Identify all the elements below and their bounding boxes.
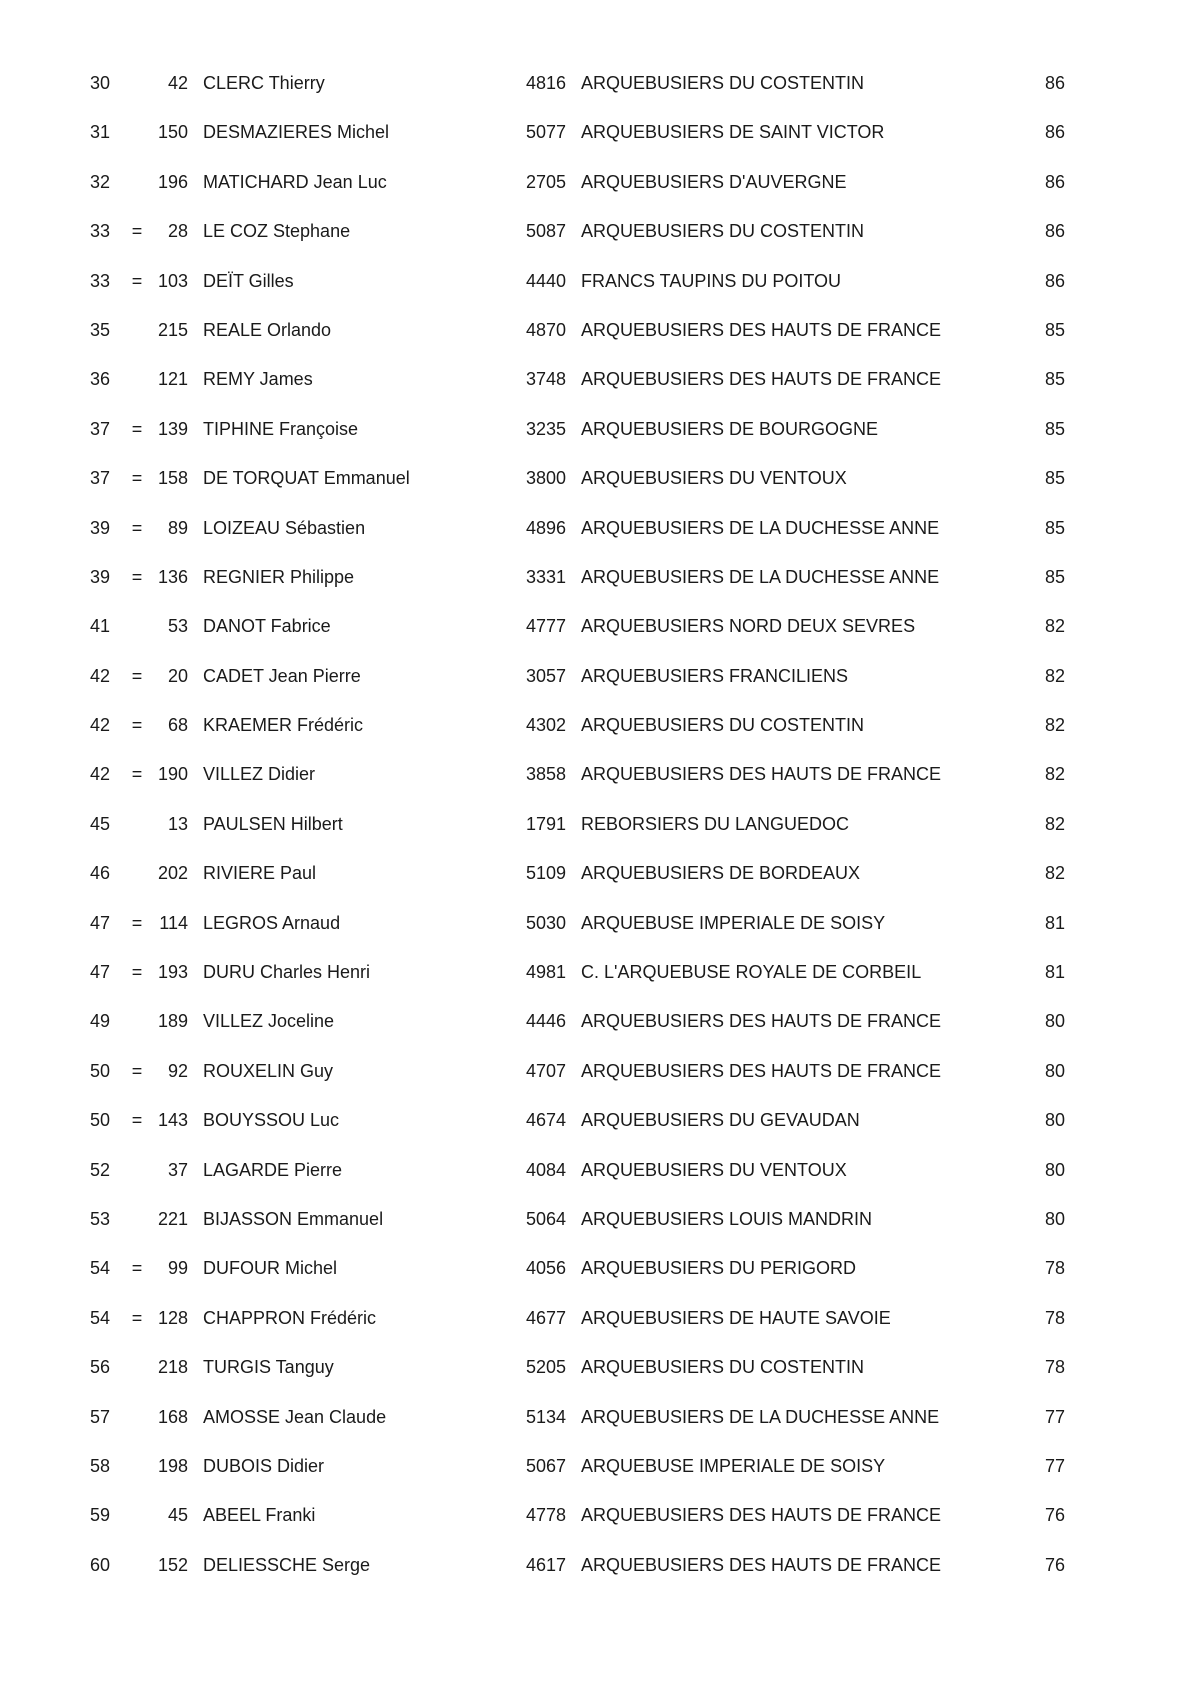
shooter-name: TIPHINE Françoise — [203, 418, 359, 439]
table-row — [0, 652, 1190, 701]
shooter-name: CHAPPRON Frédéric — [203, 1307, 377, 1328]
club-name: ARQUEBUSIERS DES HAUTS DE FRANCE — [581, 1554, 942, 1575]
shooter-name: DANOT Fabrice — [203, 616, 331, 637]
table-row — [0, 405, 1190, 454]
rank-cell: 31 — [89, 122, 110, 143]
license-number: 4440 — [525, 270, 566, 291]
bib-number: 190 — [157, 764, 188, 785]
license-number: 3748 — [525, 369, 566, 390]
results-table — [0, 59, 1190, 1590]
bib-number: 215 — [157, 319, 188, 340]
table-row — [0, 306, 1190, 355]
score-cell: 85 — [1044, 319, 1065, 340]
score-cell: 82 — [1044, 764, 1065, 785]
rank-cell: 53 — [89, 1208, 110, 1229]
score-cell: 82 — [1044, 616, 1065, 637]
score-cell: 86 — [1044, 122, 1065, 143]
license-number: 5064 — [525, 1208, 566, 1229]
bib-number: 221 — [157, 1208, 188, 1229]
table-row — [0, 899, 1190, 948]
club-name: ARQUEBUSE IMPERIALE DE SOISY — [581, 912, 886, 933]
license-number: 3057 — [525, 665, 566, 686]
shooter-name: REGNIER Philippe — [203, 566, 355, 587]
bib-number: 152 — [157, 1554, 188, 1575]
license-number: 2705 — [525, 171, 566, 192]
rank-cell: 37 — [89, 418, 110, 439]
club-name: ARQUEBUSIERS DE HAUTE SAVOIE — [581, 1307, 891, 1328]
license-number: 3331 — [525, 566, 566, 587]
tie-marker: = — [131, 468, 143, 489]
score-cell: 77 — [1044, 1455, 1065, 1476]
bib-number: 89 — [167, 517, 188, 538]
table-row — [0, 1442, 1190, 1491]
club-name: FRANCS TAUPINS DU POITOU — [581, 270, 842, 291]
rank-cell: 56 — [89, 1357, 110, 1378]
score-cell: 82 — [1044, 813, 1065, 834]
tie-marker: = — [131, 270, 143, 291]
shooter-name: LEGROS Arnaud — [203, 912, 341, 933]
shooter-name: DELIESSCHE Serge — [203, 1554, 371, 1575]
shooter-name: CADET Jean Pierre — [203, 665, 361, 686]
club-name: ARQUEBUSIERS NORD DEUX SEVRES — [581, 616, 916, 637]
tie-marker: = — [131, 1258, 143, 1279]
rank-cell: 59 — [89, 1505, 110, 1526]
bib-number: 121 — [157, 369, 188, 390]
table-row — [0, 1541, 1190, 1590]
license-number: 3858 — [525, 764, 566, 785]
tie-marker: = — [131, 665, 143, 686]
score-cell: 80 — [1044, 1110, 1065, 1131]
club-name: ARQUEBUSE IMPERIALE DE SOISY — [581, 1455, 886, 1476]
license-number: 4981 — [525, 962, 566, 983]
shooter-name: LE COZ Stephane — [203, 221, 351, 242]
shooter-name: DESMAZIERES Michel — [203, 122, 390, 143]
club-name: ARQUEBUSIERS DU COSTENTIN — [581, 715, 865, 736]
shooter-name: REMY James — [203, 369, 313, 390]
license-number: 4777 — [525, 616, 566, 637]
bib-number: 218 — [157, 1357, 188, 1378]
shooter-name: CLERC Thierry — [203, 73, 325, 93]
club-name: ARQUEBUSIERS FRANCILIENS — [581, 665, 849, 686]
tie-marker: = — [131, 221, 143, 242]
table-row — [0, 1294, 1190, 1343]
license-number: 5134 — [525, 1406, 566, 1427]
score-cell: 85 — [1044, 566, 1065, 587]
shooter-name: AMOSSE Jean Claude — [203, 1406, 387, 1427]
score-cell: 86 — [1044, 73, 1065, 93]
license-number: 1791 — [525, 813, 566, 834]
tie-marker: = — [131, 517, 143, 538]
table-row — [0, 1096, 1190, 1145]
rank-cell: 39 — [89, 517, 110, 538]
rank-cell: 32 — [89, 171, 110, 192]
score-cell: 85 — [1044, 517, 1065, 538]
rank-cell: 60 — [89, 1554, 110, 1575]
table-row — [0, 1491, 1190, 1540]
shooter-name: RIVIERE Paul — [203, 863, 317, 884]
table-row — [0, 1343, 1190, 1392]
license-number: 4816 — [525, 73, 566, 93]
rank-cell: 50 — [89, 1110, 110, 1131]
club-name: ARQUEBUSIERS DE SAINT VICTOR — [581, 122, 885, 143]
table-row — [0, 1393, 1190, 1442]
table-row — [0, 553, 1190, 602]
rank-cell: 57 — [89, 1406, 110, 1427]
bib-number: 150 — [157, 122, 188, 143]
club-name: ARQUEBUSIERS DES HAUTS DE FRANCE — [581, 1505, 942, 1526]
rank-cell: 39 — [89, 566, 110, 587]
shooter-name: LAGARDE Pierre — [203, 1159, 343, 1180]
score-cell: 76 — [1044, 1505, 1065, 1526]
license-number: 4707 — [525, 1060, 566, 1081]
shooter-name: DUBOIS Didier — [203, 1455, 325, 1476]
license-number: 5205 — [525, 1357, 566, 1378]
license-number: 3800 — [525, 468, 566, 489]
bib-number: 143 — [157, 1110, 188, 1131]
shooter-name: ABEEL Franki — [203, 1505, 316, 1526]
rank-cell: 49 — [89, 1011, 110, 1032]
table-row — [0, 948, 1190, 997]
club-name: ARQUEBUSIERS DE BORDEAUX — [581, 863, 861, 884]
bib-number: 136 — [157, 566, 188, 587]
bib-number: 37 — [167, 1159, 188, 1180]
club-name: ARQUEBUSIERS DE LA DUCHESSE ANNE — [581, 517, 940, 538]
rank-cell: 37 — [89, 468, 110, 489]
table-row — [0, 454, 1190, 503]
club-name: ARQUEBUSIERS LOUIS MANDRIN — [581, 1208, 873, 1229]
license-number: 4870 — [525, 319, 566, 340]
bib-number: 20 — [167, 665, 188, 686]
club-name: ARQUEBUSIERS D'AUVERGNE — [581, 171, 847, 192]
club-name: ARQUEBUSIERS DU COSTENTIN — [581, 221, 865, 242]
club-name: ARQUEBUSIERS DES HAUTS DE FRANCE — [581, 1060, 942, 1081]
tie-marker: = — [131, 764, 143, 785]
score-cell: 86 — [1044, 221, 1065, 242]
club-name: ARQUEBUSIERS DU COSTENTIN — [581, 1357, 865, 1378]
license-number: 4056 — [525, 1258, 566, 1279]
score-cell: 85 — [1044, 369, 1065, 390]
shooter-name: DEÏT Gilles — [203, 270, 294, 291]
table-row — [0, 800, 1190, 849]
score-cell: 86 — [1044, 171, 1065, 192]
license-number: 5030 — [525, 912, 566, 933]
score-cell: 82 — [1044, 863, 1065, 884]
table-row — [0, 1195, 1190, 1244]
bib-number: 42 — [167, 73, 188, 93]
tie-marker: = — [131, 1110, 143, 1131]
score-cell: 86 — [1044, 270, 1065, 291]
bib-number: 139 — [157, 418, 188, 439]
tie-marker: = — [131, 418, 143, 439]
score-cell: 82 — [1044, 665, 1065, 686]
table-row — [0, 504, 1190, 553]
table-row — [0, 1244, 1190, 1293]
table-row — [0, 59, 1190, 108]
rank-cell: 42 — [89, 715, 110, 736]
license-number: 4674 — [525, 1110, 566, 1131]
shooter-name: DURU Charles Henri — [203, 962, 371, 983]
table-row — [0, 158, 1190, 207]
club-name: C. L'ARQUEBUSE ROYALE DE CORBEIL — [581, 962, 922, 983]
club-name: ARQUEBUSIERS DE BOURGOGNE — [581, 418, 879, 439]
club-name: ARQUEBUSIERS DE LA DUCHESSE ANNE — [581, 1406, 940, 1427]
club-name: ARQUEBUSIERS DU PERIGORD — [581, 1258, 857, 1279]
license-number: 5077 — [525, 122, 566, 143]
bib-number: 196 — [157, 171, 188, 192]
tie-marker: = — [131, 715, 143, 736]
license-number: 3235 — [525, 418, 566, 439]
club-name: ARQUEBUSIERS DE LA DUCHESSE ANNE — [581, 566, 940, 587]
shooter-name: KRAEMER Frédéric — [203, 715, 364, 736]
table-row — [0, 355, 1190, 404]
rank-cell: 45 — [89, 813, 110, 834]
score-cell: 81 — [1044, 912, 1065, 933]
club-name: REBORSIERS DU LANGUEDOC — [581, 813, 850, 834]
license-number: 4617 — [525, 1554, 566, 1575]
rank-cell: 50 — [89, 1060, 110, 1081]
tie-marker: = — [131, 566, 143, 587]
score-cell: 85 — [1044, 468, 1065, 489]
score-cell: 80 — [1044, 1060, 1065, 1081]
bib-number: 92 — [167, 1060, 188, 1081]
rank-cell: 54 — [89, 1258, 110, 1279]
license-number: 5109 — [525, 863, 566, 884]
table-row — [0, 997, 1190, 1046]
rank-cell: 41 — [89, 616, 110, 637]
score-cell: 78 — [1044, 1258, 1065, 1279]
shooter-name: ROUXELIN Guy — [203, 1060, 334, 1081]
license-number: 5087 — [525, 221, 566, 242]
bib-number: 198 — [157, 1455, 188, 1476]
table-row — [0, 108, 1190, 157]
bib-number: 189 — [157, 1011, 188, 1032]
bib-number: 28 — [167, 221, 188, 242]
shooter-name: LOIZEAU Sébastien — [203, 517, 366, 538]
table-row — [0, 602, 1190, 651]
tie-marker: = — [131, 1060, 143, 1081]
rank-cell: 36 — [89, 369, 110, 390]
rank-cell: 42 — [89, 665, 110, 686]
shooter-name: DUFOUR Michel — [203, 1258, 338, 1279]
shooter-name: BIJASSON Emmanuel — [203, 1208, 384, 1229]
license-number: 4677 — [525, 1307, 566, 1328]
score-cell: 85 — [1044, 418, 1065, 439]
score-cell: 80 — [1044, 1011, 1065, 1032]
rank-cell: 52 — [89, 1159, 110, 1180]
table-row — [0, 257, 1190, 306]
club-name: ARQUEBUSIERS DU VENTOUX — [581, 1159, 847, 1180]
club-name: ARQUEBUSIERS DES HAUTS DE FRANCE — [581, 319, 942, 340]
rank-cell: 54 — [89, 1307, 110, 1328]
score-cell: 80 — [1044, 1159, 1065, 1180]
table-row — [0, 701, 1190, 750]
shooter-name: MATICHARD Jean Luc — [203, 171, 387, 192]
score-cell: 82 — [1044, 715, 1065, 736]
bib-number: 99 — [167, 1258, 188, 1279]
rank-cell: 47 — [89, 962, 110, 983]
shooter-name: TURGIS Tanguy — [203, 1357, 334, 1378]
rank-cell: 30 — [89, 73, 110, 93]
score-cell: 78 — [1044, 1307, 1065, 1328]
bib-number: 53 — [167, 616, 188, 637]
bib-number: 193 — [157, 962, 188, 983]
rank-cell: 58 — [89, 1455, 110, 1476]
rank-cell: 33 — [89, 221, 110, 242]
shooter-name: VILLEZ Joceline — [203, 1011, 335, 1032]
score-cell: 80 — [1044, 1208, 1065, 1229]
shooter-name: BOUYSSOU Luc — [203, 1110, 340, 1131]
license-number: 4084 — [525, 1159, 566, 1180]
table-row — [0, 750, 1190, 799]
club-name: ARQUEBUSIERS DES HAUTS DE FRANCE — [581, 1011, 942, 1032]
shooter-name: DE TORQUAT Emmanuel — [203, 468, 410, 489]
shooter-name: REALE Orlando — [203, 319, 332, 340]
bib-number: 103 — [157, 270, 188, 291]
bib-number: 13 — [167, 813, 188, 834]
bib-number: 202 — [157, 863, 188, 884]
bib-number: 128 — [157, 1307, 188, 1328]
score-cell: 81 — [1044, 962, 1065, 983]
tie-marker: = — [131, 962, 143, 983]
rank-cell: 33 — [89, 270, 110, 291]
club-name: ARQUEBUSIERS DES HAUTS DE FRANCE — [581, 764, 942, 785]
shooter-name: VILLEZ Didier — [203, 764, 316, 785]
score-cell: 77 — [1044, 1406, 1065, 1427]
tie-marker: = — [131, 912, 143, 933]
club-name: ARQUEBUSIERS DU VENTOUX — [581, 468, 847, 489]
score-cell: 78 — [1044, 1357, 1065, 1378]
club-name: ARQUEBUSIERS DU GEVAUDAN — [581, 1110, 860, 1131]
bib-number: 45 — [167, 1505, 188, 1526]
table-row — [0, 1146, 1190, 1195]
rank-cell: 47 — [89, 912, 110, 933]
bib-number: 68 — [167, 715, 188, 736]
rank-cell: 35 — [89, 319, 110, 340]
rank-cell: 42 — [89, 764, 110, 785]
license-number: 4896 — [525, 517, 566, 538]
rank-cell: 46 — [89, 863, 110, 884]
license-number: 5067 — [525, 1455, 566, 1476]
table-row — [0, 207, 1190, 256]
shooter-name: PAULSEN Hilbert — [203, 813, 343, 834]
tie-marker: = — [131, 1307, 143, 1328]
table-row — [0, 849, 1190, 898]
bib-number: 168 — [157, 1406, 188, 1427]
license-number: 4446 — [525, 1011, 566, 1032]
bib-number: 114 — [159, 912, 188, 933]
club-name: ARQUEBUSIERS DES HAUTS DE FRANCE — [581, 369, 942, 390]
license-number: 4778 — [525, 1505, 566, 1526]
license-number: 4302 — [525, 715, 566, 736]
score-cell: 76 — [1044, 1554, 1065, 1575]
club-name: ARQUEBUSIERS DU COSTENTIN — [581, 73, 865, 93]
table-row — [0, 1047, 1190, 1096]
bib-number: 158 — [157, 468, 188, 489]
